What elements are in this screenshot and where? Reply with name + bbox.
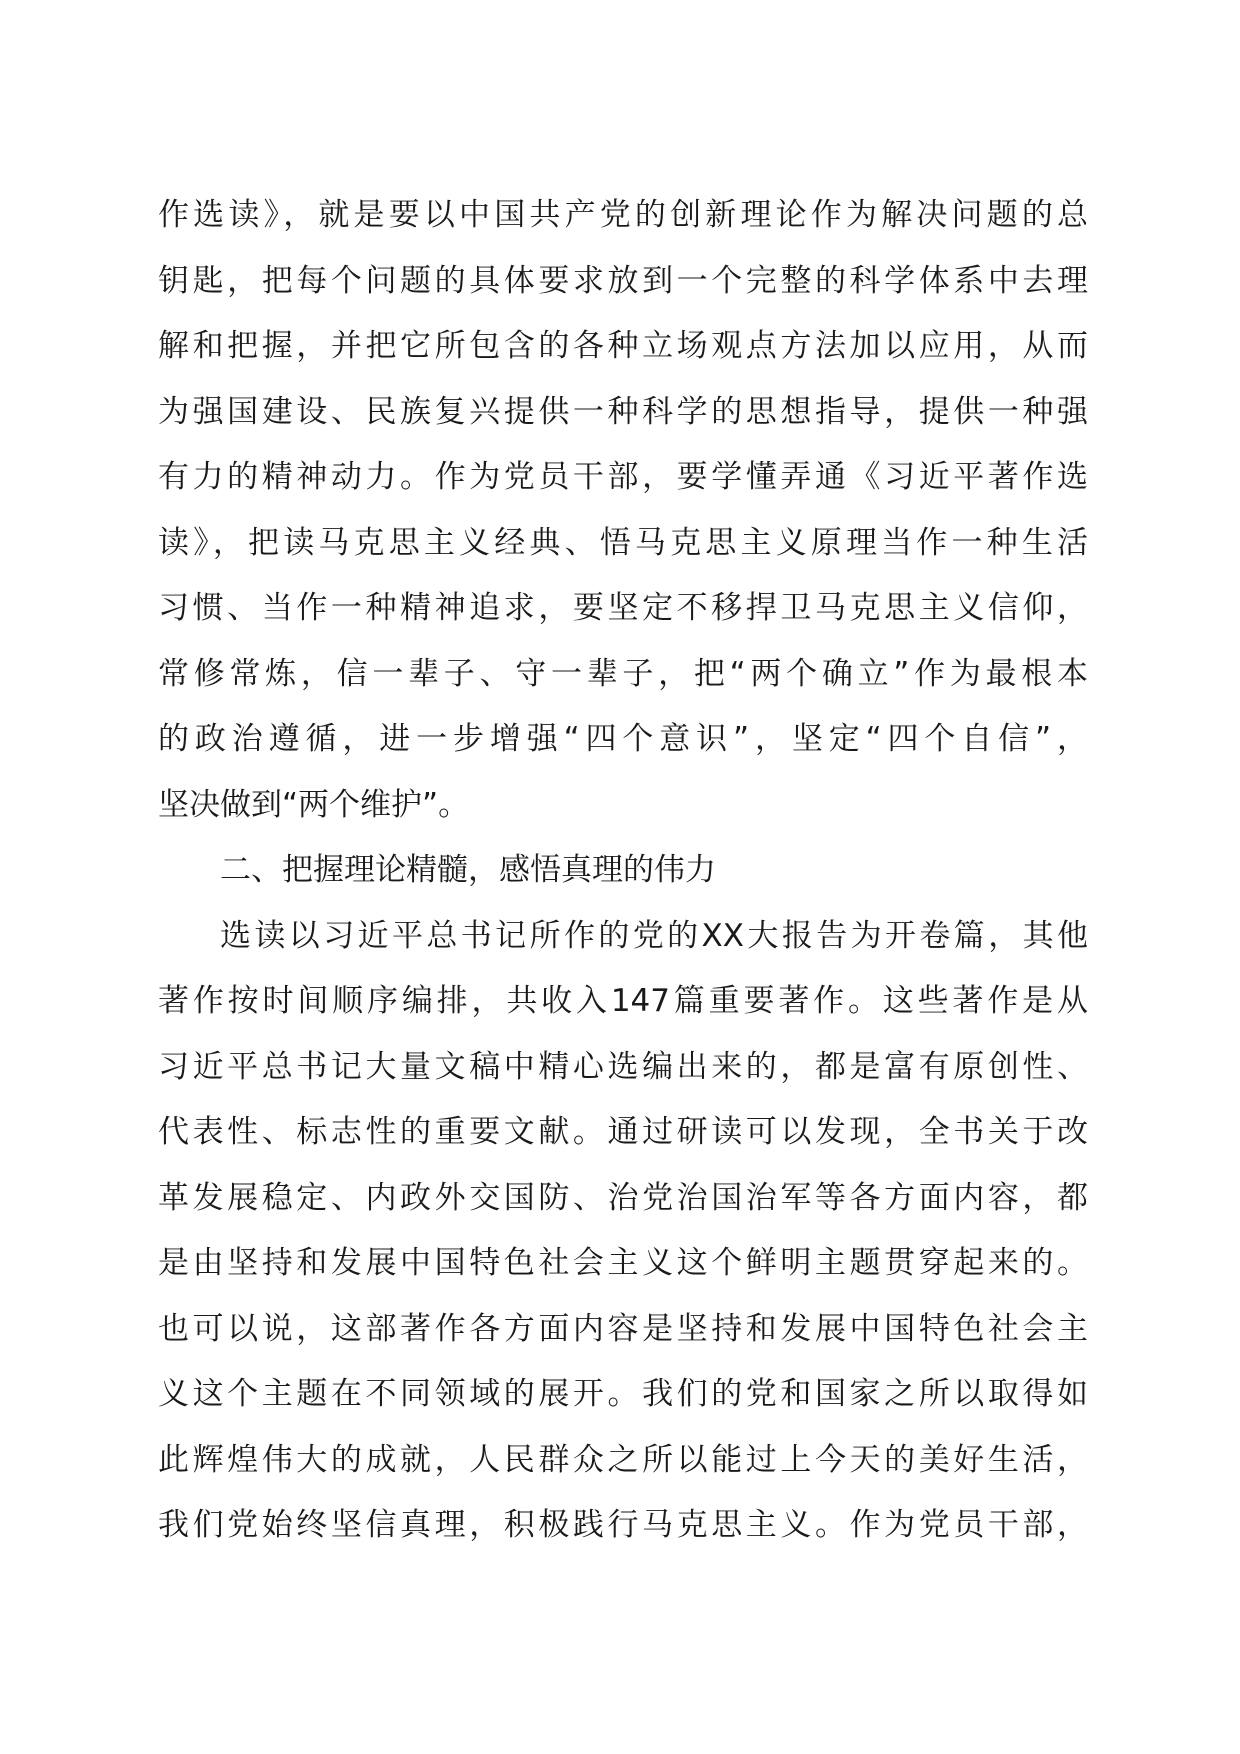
text-line: 是由坚持和发展中国特色社会主义这个鲜明主题贯穿起来的。	[158, 1245, 1088, 1281]
text-line: 常修常炼，信一辈子、守一辈子，把“两个确立”作为最根本	[158, 655, 1088, 692]
text-line: 习惯、当作一种精神追求，要坚定不移捍卫马克思主义信仰，	[158, 590, 1088, 626]
text-line: 解和把握，并把它所包含的各种立场观点方法加以应用，从而	[158, 328, 1088, 364]
text-line: 坚决做到“两个维护”。	[158, 786, 470, 823]
text-line: 著作按时间顺序编排，共收入147篇重要著作。这些著作是从	[158, 983, 1088, 1019]
text-line: 革发展稳定、内政外交国防、治党治国治军等各方面内容，都	[158, 1179, 1088, 1216]
text-line: 选读以习近平总书记所作的党的XX大报告为开卷篇，其他	[220, 917, 1088, 954]
text-line: 为强国建设、民族复兴提供一种科学的思想指导，提供一种强	[158, 393, 1088, 430]
text-line: 的政治遵循，进一步增强“四个意识”，坚定“四个自信”，	[158, 721, 1088, 757]
text-line: 代表性、标志性的重要文献。通过研读可以发现，全书关于改	[158, 1114, 1088, 1150]
text-line: 钥匙，把每个问题的具体要求放到一个完整的科学体系中去理	[158, 262, 1088, 299]
section-heading: 二、把握理论精髓，感悟真理的伟力	[220, 852, 716, 888]
text-line: 有力的精神动力。作为党员干部，要学懂弄通《习近平著作选	[158, 459, 1088, 495]
text-line: 义这个主题在不同领域的展开。我们的党和国家之所以取得如	[158, 1376, 1088, 1412]
text-line: 也可以说，这部著作各方面内容是坚持和发展中国特色社会主	[158, 1310, 1088, 1347]
text-line: 作选读》，就是要以中国共产党的创新理论作为解决问题的总	[158, 197, 1088, 233]
text-line: 习近平总书记大量文稿中精心选编出来的，都是富有原创性、	[158, 1048, 1088, 1085]
text-line: 此辉煌伟大的成就，人民群众之所以能过上今天的美好生活，	[158, 1441, 1088, 1478]
text-line: 读》，把读马克思主义经典、悟马克思主义原理当作一种生活	[158, 524, 1088, 561]
body-text	[158, 183, 1088, 1559]
text-line: 我们党始终坚信真理，积极践行马克思主义。作为党员干部，	[158, 1507, 1088, 1543]
